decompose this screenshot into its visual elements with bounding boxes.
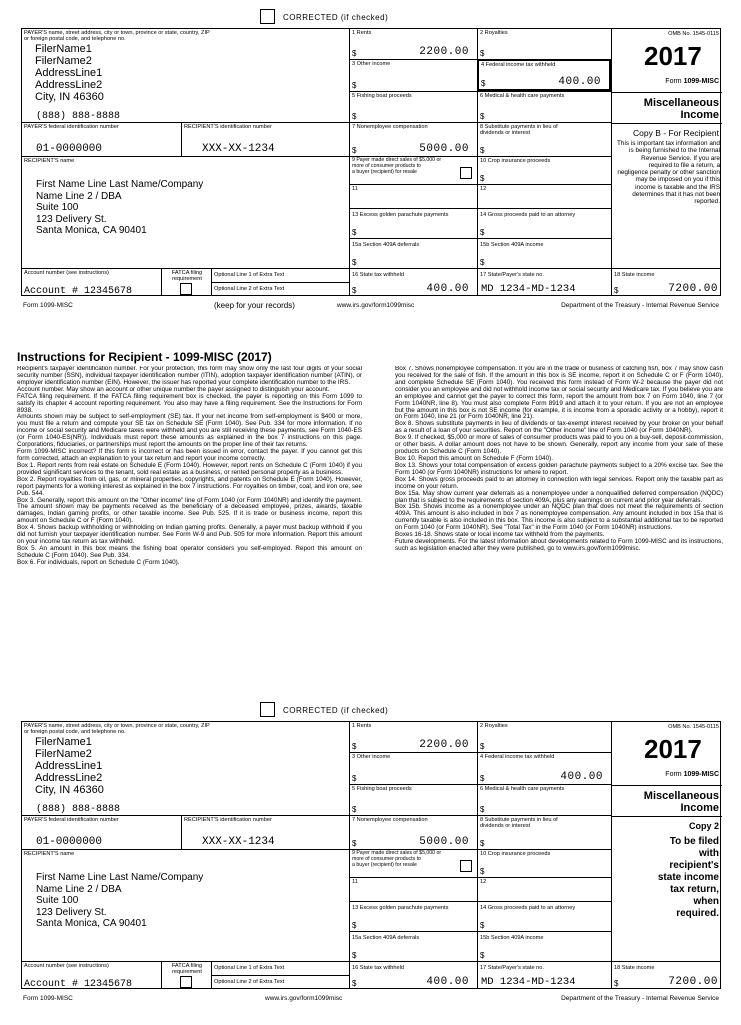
optional-line-1-text: Optional Line 1 of Extra Text [214,272,285,278]
payer-tin-value: 01-0000000 [36,143,103,155]
corrected-checkbox[interactable] [260,9,275,24]
rents-value: 2200.00 [419,739,469,751]
recipient-line: 123 Delivery St. [36,906,107,918]
box-18-state-income [611,961,721,989]
form-prefix: Form [665,78,682,85]
recipient-line: Santa Monica, CA 90401 [36,918,147,929]
dollar-sign: $ [480,839,485,848]
instructions-right-column [395,366,723,666]
instruction-paragraph: Box 15a. May show current year deferrals as a nonemployee under a nonqualified deferred compensation (NQDC) plan that is subject to the requirements of section 409A, plus any earnings on current and prior year deferrals. [395,489,723,504]
state-no-value: MD 1234-MD-1234 [481,283,576,295]
instruction-paragraph: Box 4. Shows backup withholding or withholding on Indian gaming profits. Generally, a payer must backup withhold if you did not furnish your taxpayer identification number. See Form W-9 and Pub. 505 for more information. Report this amount on your income tax return as tax withheld. [17,524,362,546]
box-5-caption: 5 Fishing boat proceeds [352,786,412,792]
box-1-rents [349,28,477,59]
box-12 [477,877,611,901]
box-11-caption: 11 [352,879,358,885]
federal-tax-value: 400.00 [558,76,601,88]
box-4-caption: 4 Federal income tax withheld [480,754,555,760]
box-8-caption: 8 Substitute payments in lieu of dividends or interest [480,124,558,137]
footer-top [21,302,721,312]
dollar-sign: $ [352,774,357,783]
instruction-paragraph: Box 13. Shows your total compensation of excess golden parachute payments subject to a 20% excise tax. See the Form 1040 (or Form 1040NR) instructions for where to report. [395,461,723,476]
box-10-crop [477,849,611,877]
rents-value: 2200.00 [419,46,469,58]
instruction-paragraph: Amounts shown may be subject to self-employment (SE) tax. If your net income from self-employment is $400 or more, you must file a return and compute your SE tax on Schedule SE (Form 1040). See Pub. 334 for more information. If no income or social security and Medicare taxes were withheld and you are still receiving these payments, see Form 1040-ES (or Form 1040-ES(NR)). Individuals must report these amounts as explained in the box 7 instructions on this page. Corporations, fiduciaries, or partnerships must report the amounts on the proper line of their tax returns. [17,413,362,449]
payer-tin-value: 01-0000000 [36,836,103,848]
dollar-sign: $ [480,112,485,121]
federal-tax-value: 400.00 [560,771,603,783]
box-15b-income [477,931,611,961]
instruction-paragraph: Box 1. Report rents from real estate on Schedule E (Form 1040). However, report rents on Schedule C (Form 1040) if you provided significant services to the tenant, sold real estate as a business, or rented personal property as a business. [17,461,362,476]
state-tax-value: 400.00 [426,283,469,295]
box-15b-caption: 15b Section 409A income [480,935,544,941]
account-caption: Account number (see instructions) [24,963,109,969]
dollar-sign: $ [480,146,485,155]
box-10-caption: 10 Crop insurance proceeds [480,851,551,857]
box-17-caption: 17 State/Payer's state no. [480,272,544,278]
box-1-caption: 1 Rents [352,30,372,36]
recipient-tin-caption: RECIPIENT'S identification number [184,124,272,130]
dollar-sign: $ [480,258,485,267]
form-title-line: Income [680,109,719,121]
box-2-caption: 2 Royalties [480,723,508,729]
instruction-paragraph: Box 14. Shows gross proceeds paid to an attorney in connection with legal services. Report only the taxable part as income on your return. [395,475,723,490]
dollar-sign: $ [352,112,357,121]
dollar-sign: $ [352,805,357,814]
box-4-federal-tax [477,752,611,784]
box-9-direct-sales [349,156,477,184]
instructions-title: Instructions for Recipient - 1099-MISC (2017) [17,350,272,364]
box-2-royalties [477,721,611,752]
optional-line-2-text: Optional Line 2 of Extra Text [214,979,285,985]
state-income-value: 7200.00 [668,976,718,988]
box-9-caption: 9 Payer made direct sales of $5,000 or more of consumer products to a buyer (recipient) for resale [352,157,442,175]
instruction-paragraph: FATCA filing requirement. If the FATCA filing requirement box is checked, the payer is reporting on this Form 1099 to satisfy its chapter 4 account reporting requirement. You also may have a filing requirement. See the Instructions for Form 8938. [17,392,362,414]
box-12-caption: 12 [480,879,487,885]
optional-line-1-text: Optional Line 1 of Extra Text [214,965,285,971]
payer-box-caption: PAYER'S name, street address, city or town, province or state, country, ZIP or foreign postal code, and telephone no. [24,723,210,736]
box-7-caption: 7 Nonemployee compensation [352,124,428,130]
payer-line: City, IN 46360 [35,784,104,796]
copy-2-note: To be filed with recipient's state income tax return, when required. [657,836,719,919]
box-6-caption: 6 Medical & health care payments [480,93,565,99]
dollar-sign: $ [614,286,619,295]
corrected-checkbox[interactable] [260,702,275,717]
box-4-federal-tax [477,59,611,91]
payer-tin-box [21,122,181,156]
box-18-caption: 18 State income [614,965,655,971]
dollar-sign: $ [352,146,357,155]
box-2-royalties [477,28,611,59]
dollar-sign: $ [480,174,485,183]
box-6-medical [477,91,611,122]
recipient-name-box [21,849,349,961]
dollar-sign: $ [352,979,357,988]
dollar-sign: $ [480,805,485,814]
box-7-caption: 7 Nonemployee compensation [352,817,428,823]
instruction-paragraph: Box 15b. Shows income as a nonemployee under an NQDC plan that does not meet the requirements of section 409A. This amount is also included in box 7 as nonemployee compensation. Any amount included in box 15a that is currently taxable is also included in this box. This income is also subject to a substantial additional tax to be reported on Form 1040 (or Form 1040NR). See "Total Tax" in the Form 1040 (or Form 1040NR) instructions. [395,503,723,532]
form-number: 1099-MISC [683,771,719,778]
box-9-checkbox[interactable] [460,167,472,179]
copy-b-note: This is important tax information and is being furnished to the Internal Revenue Service. If you are required to file a return, a negligence penalty or other sanction may be imposed on you if this income is taxable and the IRS determines that it has not been reported. [616,140,720,206]
box-15a-caption: 15a Section 409A deferrals [352,242,420,248]
payer-line: City, IN 46360 [35,91,104,103]
recipient-line: Santa Monica, CA 90401 [36,225,147,236]
payer-tin-box [21,815,181,849]
box-1-caption: 1 Rents [352,723,372,729]
fatca-caption: FATCA filing requirement [171,270,203,283]
payer-box [21,721,349,815]
recipient-name-box [21,156,349,268]
box-15a-deferrals [349,931,477,961]
dollar-sign: $ [480,867,485,876]
payer-phone: (888) 888-8888 [36,804,121,815]
account-number-box [21,268,161,296]
form-number: 1099-MISC [683,78,719,85]
dollar-sign: $ [352,839,357,848]
corrected-checkbox-group-top [260,9,500,25]
box-3-other-income [349,59,477,91]
box-9-caption: 9 Payer made direct sales of $5,000 or more of consumer products to a buyer (recipient) for resale [352,850,442,868]
box-6-caption: 6 Medical & health care payments [480,786,565,792]
recipient-line: Name Line 2 / DBA [36,883,122,895]
box-9-checkbox[interactable] [460,860,472,872]
fatca-box [161,961,211,989]
box-5-caption: 5 Fishing boat proceeds [352,93,412,99]
box-17-caption: 17 State/Payer's state no. [480,965,544,971]
footer-department: Department of the Treasury - Internal Revenue Service [561,302,719,309]
box-16-state-tax [349,268,477,296]
dollar-sign: $ [352,951,357,960]
box-14-attorney [477,901,611,931]
form-prefix: Form [665,771,682,778]
box-16-caption: 16 State tax withheld [352,965,404,971]
box-15b-income [477,238,611,268]
box-11 [349,184,477,208]
dollar-sign: $ [352,81,357,90]
form-title-line: Miscellaneous [643,790,719,802]
recipient-tin-value: XXX-XX-1234 [202,143,275,155]
recipient-line: First Name Line Last Name/Company [36,872,204,883]
instruction-paragraph: Box 6. For individuals, report on Schedule C (Form 1040). [17,558,180,566]
account-number-box [21,961,161,989]
box-15a-caption: 15a Section 409A deferrals [352,935,420,941]
recipient-tin-box [181,815,349,849]
recipient-name-caption: RECIPIENT'S name [24,851,75,857]
recipient-line: Suite 100 [36,202,79,213]
box-18-state-income [611,268,721,296]
copy-b-title: Copy B - For Recipient [633,128,719,138]
corrected-label: CORRECTED (if checked) [283,13,389,22]
recipient-tin-caption: RECIPIENT'S identification number [184,817,272,823]
form-title-panel [611,721,721,961]
state-income-value: 7200.00 [668,283,718,295]
instruction-paragraph: Form 1099-MISC incorrect? If this form is incorrect or has been issued in error, contact the payer. If you cannot get this form corrected, attach an explanation to your tax return and report your income correctly. [17,448,362,462]
box-3-other-income [349,752,477,784]
instruction-paragraph: Box 5. An amount in this box means the fishing boat operator considers you self-employed. Report this amount on Schedule C (Form 1040). See Pub. 334. [17,544,362,559]
form-title-panel [611,28,721,268]
payer-line: FilerName1 [35,43,92,55]
footer-form-name: Form 1099-MISC [23,995,73,1002]
copy-2-title: Copy 2 [688,821,719,831]
form-title [612,790,719,814]
dollar-sign: $ [480,951,485,960]
payer-address [35,43,104,103]
corrected-checkbox-group-bottom [260,702,500,718]
recipient-tin-value: XXX-XX-1234 [202,836,275,848]
recipient-line: Suite 100 [36,895,79,906]
dollar-sign: $ [352,286,357,295]
recipient-line: Name Line 2 / DBA [36,190,122,202]
form-1099-misc-copy-b [21,28,721,296]
optional-line-2 [211,975,349,989]
dollar-sign: $ [480,49,485,58]
box-16-state-tax [349,961,477,989]
dollar-sign: $ [481,79,486,88]
box-7-nonemployee [349,122,477,156]
form-title-line: Income [680,802,719,814]
recipient-address [36,179,203,237]
account-value: Account # 12345678 [24,286,133,297]
box-11-caption: 11 [352,186,358,192]
fatca-checkbox[interactable] [180,283,192,295]
box-14-caption: 14 Gross proceeds paid to an attorney [480,905,576,911]
box-5-fishing [349,91,477,122]
footer-form-name: Form 1099-MISC [23,302,73,309]
fatca-checkbox[interactable] [180,976,192,988]
recipient-name-caption: RECIPIENT'S name [24,158,75,164]
box-4-caption: 4 Federal income tax withheld [481,62,556,68]
recipient-address [36,872,203,930]
recipient-line: 123 Delivery St. [36,213,107,225]
box-17-state-no [477,961,611,989]
instruction-paragraph: Box 2. Report royalties from oil, gas, or mineral properties, copyrights, and patents on Schedule E (Form 1040). However, report payments for a working interest as explained in the box 7 instructions. For royalties on timber, coal, and iron ore, see Pub. 544. [17,475,362,497]
omb-number: OMB No. 1545-0115 [668,31,719,37]
payer-line: AddressLine2 [35,79,103,91]
corrected-label: CORRECTED (if checked) [283,706,389,715]
form-title [612,97,719,121]
box-14-caption: 14 Gross proceeds paid to an attorney [480,212,576,218]
payer-tin-caption: PAYER'S federal identification number [24,817,119,823]
box-12 [477,184,611,208]
box-13-caption: 13 Excess golden parachute payments [352,905,449,911]
tax-year: 2017 [644,734,702,764]
form-name [665,78,719,85]
instruction-paragraph: Box 7. Shows nonemployee compensation. If you are in the trade or business of catching fish, box 7 may show cash you received for the sale of fish. If the amount in this box is SE income, report it on Schedule C or F (Form 1040), and complete Schedule SE (Form 1040). You received this form instead of Form W-2 because the payer did not consider you an employee and did not withhold income tax or social security and Medicare tax. If you believe you are an employee and cannot get the payer to correct this form, report the amount from box 7 on Form 1040, line 7 (or Form 1040NR, line 8). You must also complete Form 8919 and attach it to your return. If you are not an employee but the amount in this box is not SE income (for example, it is income from a sporadic activity or a hobby), report it on Form 1040, line 21 (or Form 1040NR, line 21). [395,366,723,421]
state-no-value: MD 1234-MD-1234 [481,976,576,988]
tax-year: 2017 [644,41,702,71]
box-3-caption: 3 Other income [352,754,391,760]
footer-url: www.irs.gov/form1099misc [265,995,343,1002]
payer-line: FilerName2 [35,55,92,67]
box-5-fishing [349,784,477,815]
account-value: Account # 12345678 [24,979,133,990]
box-8-caption: 8 Substitute payments in lieu of dividends or interest [480,817,558,830]
box-9-direct-sales [349,849,477,877]
payer-address [35,736,104,796]
box-1-rents [349,721,477,752]
box-10-crop [477,156,611,184]
instructions-left-column [17,366,362,676]
box-16-caption: 16 State tax withheld [352,272,404,278]
dollar-sign: $ [352,742,357,751]
dollar-sign: $ [480,774,485,783]
box-13-caption: 13 Excess golden parachute payments [352,212,449,218]
box-2-caption: 2 Royalties [480,30,508,36]
footer-department: Department of the Treasury - Internal Revenue Service [561,995,719,1002]
instruction-paragraph: Box 3. Generally, report this amount on the "Other income" line of Form 1040 (or Form 1040NR) and identify the payment. The amount shown may be payments received as the beneficiary of a deceased employee, prizes, awards, taxable damages, Indian gaming profits, or other taxable income. See Pub. 525. If it is trade or business income, report this amount on Schedule C or F (Form 1040). [17,496,362,525]
box-3-caption: 3 Other income [352,61,391,67]
instruction-paragraph: Recipient's taxpayer identification number. For your protection, this form may show only the last four digits of your social security number (SSN), individual taxpayer identification number (ITIN), adoption taxpayer identification number (ATIN), or employer identification number (EIN). However, the issuer has reported your complete identification number to the IRS. [17,366,362,386]
box-8-substitute [477,122,611,156]
box-10-caption: 10 Crop insurance proceeds [480,158,551,164]
footer-url: www.irs.gov/form1099misc [337,302,415,309]
instruction-paragraph: Account number. May show an account or other unique number the payer assigned to distinguish your account. [17,385,330,393]
box-8-substitute [477,815,611,849]
box-13-golden-parachute [349,901,477,931]
box-18-caption: 18 State income [614,272,655,278]
box-6-medical [477,784,611,815]
dollar-sign: $ [352,921,357,930]
dollar-sign: $ [352,228,357,237]
box-7-nonemployee [349,815,477,849]
instruction-paragraph: Box 9. If checked, $5,000 or more of sales of consumer products was paid to you on a buy-sell, deposit-commission, or other basis. A dollar amount does not have to be shown. Generally, report any income from your sale of these products on Schedule C (Form 1040). [395,434,723,456]
form-title-line: Miscellaneous [643,97,719,109]
dollar-sign: $ [480,921,485,930]
optional-line-1 [211,268,349,282]
omb-number: OMB No. 1545-0115 [668,724,719,730]
box-15b-caption: 15b Section 409A income [480,242,544,248]
box-12-caption: 12 [480,186,487,192]
state-tax-value: 400.00 [426,976,469,988]
optional-line-2-text: Optional Line 2 of Extra Text [214,286,285,292]
payer-box [21,28,349,122]
payer-line: AddressLine1 [35,67,103,79]
payer-phone: (888) 888-8888 [36,111,121,122]
payer-line: FilerName1 [35,736,92,748]
box-11 [349,877,477,901]
dollar-sign: $ [480,742,485,751]
dollar-sign: $ [614,979,619,988]
dollar-sign: $ [352,258,357,267]
form-name [665,771,719,778]
instruction-paragraph: Boxes 16-18. Shows state or local income tax withheld from the payments. [395,531,605,539]
fatca-caption: FATCA filing requirement [171,963,203,976]
optional-line-2 [211,282,349,296]
account-caption: Account number (see instructions) [24,270,109,276]
footer-keep-records: (keep for your records) [214,301,295,310]
footer-bottom [21,995,721,1005]
form-1099-misc-copy-2 [21,721,721,989]
box-13-golden-parachute [349,208,477,238]
recipient-line: First Name Line Last Name/Company [36,179,204,190]
box-17-state-no [477,268,611,296]
instruction-paragraph: Future developments. For the latest information about developments related to Form 1099-MISC and its instructions, such as legislation enacted after they were published, go to www.irs.gov/form1099misc. [395,538,723,552]
dollar-sign: $ [352,49,357,58]
optional-line-1 [211,961,349,975]
payer-box-caption: PAYER'S name, street address, city or town, province or state, country, ZIP or foreign postal code, and telephone no. [24,30,210,43]
recipient-tin-box [181,122,349,156]
nonemployee-value: 5000.00 [419,143,469,155]
box-15a-deferrals [349,238,477,268]
nonemployee-value: 5000.00 [419,836,469,848]
fatca-box [161,268,211,296]
payer-line: AddressLine2 [35,772,103,784]
instruction-paragraph: Box 10. Report this amount on Schedule F (Form 1040). [395,454,553,462]
payer-line: FilerName2 [35,748,92,760]
payer-line: AddressLine1 [35,760,103,772]
dollar-sign: $ [480,228,485,237]
instruction-paragraph: Box 8. Shows substitute payments in lieu of dividends or tax-exempt interest received by your broker on your behalf as a result of a loan of your securities. Report on the "Other income" line of Form 1040 (or Form 1040NR). [395,420,723,435]
box-14-attorney [477,208,611,238]
payer-tin-caption: PAYER'S federal identification number [24,124,119,130]
